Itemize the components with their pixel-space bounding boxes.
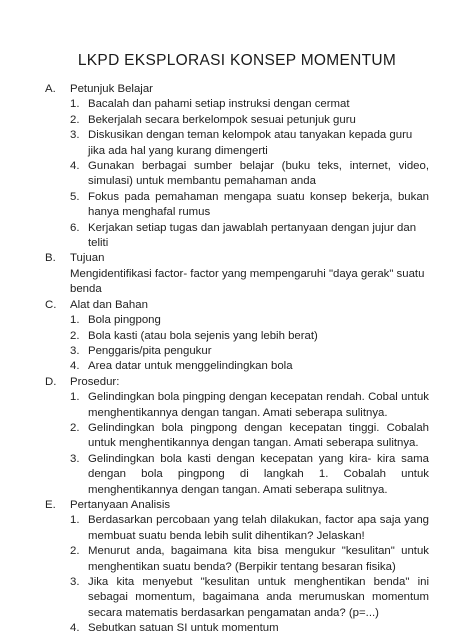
- section-title: Petunjuk Belajar: [70, 83, 153, 95]
- section-heading: [45, 82, 429, 97]
- item-text: Kerjakan setiap tugas dan jawablah pertanyaan dengan jujur dan teliti: [88, 221, 417, 250]
- section-tujuan: [45, 251, 429, 297]
- section-heading: [45, 251, 429, 266]
- list-item: [70, 390, 429, 421]
- list-item: [70, 113, 429, 128]
- list-item: [70, 329, 429, 344]
- section-heading: [45, 498, 429, 513]
- section-title: Alat dan Bahan: [70, 298, 148, 311]
- list-item: [70, 97, 429, 112]
- item-text: Menurut anda, bagaimana kita bisa mengukur "kesulitan" untuk menghentikan suatu benda? (Berpikir tentang besaran fisika): [88, 545, 429, 573]
- list-item: [70, 159, 429, 190]
- item-text: Area datar untuk menggelindingkan bola: [88, 360, 293, 373]
- worksheet-content: [45, 82, 429, 637]
- item-number: 1.: [70, 314, 80, 327]
- item-number: 4.: [70, 160, 80, 173]
- item-text: Bola kasti (atau bola sejenis yang lebih berat): [88, 329, 318, 342]
- item-text: Berdasarkan percobaan yang telah dilakukan, factor apa saja yang membuat suatu benda lebih sulit dihentikan? Jelaskan!: [88, 514, 429, 542]
- list-item: [70, 313, 429, 328]
- item-text: Bola pingpong: [88, 314, 161, 327]
- item-number: 6.: [70, 221, 80, 234]
- item-number: 3.: [70, 129, 80, 142]
- list-item: [70, 128, 429, 159]
- item-number: 2.: [70, 113, 80, 126]
- list-item: [70, 421, 429, 452]
- list-item: [70, 359, 429, 374]
- page-title: LKPD EKSPLORASI KONSEP MOMENTUM: [77, 52, 397, 69]
- section-pertanyaan-analisis: [45, 498, 429, 637]
- item-text: Jika kita menyebut "kesulitan untuk menghentikan benda" ini sebagai momentum, bagaimana anda merumuskan momentum secara matematis berdasarkan pengamatan anda? (p=...): [88, 576, 429, 619]
- item-text: Bekerjalah secara berkelompok sesuai petunjuk guru: [88, 113, 356, 126]
- item-text: Sebutkan satuan SI untuk momentum: [88, 622, 279, 635]
- section-prosedur: [45, 375, 429, 498]
- section-petunjuk-belajar: [45, 82, 429, 251]
- item-text: Bacalah dan pahami setiap instruksi dengan cermat: [88, 98, 350, 111]
- section-letter: B.: [45, 252, 56, 265]
- list-item: [70, 621, 429, 636]
- item-text: Gunakan berbagai sumber belajar (buku teks, internet, video, simulasi) untuk membantu pemahaman anda: [88, 160, 429, 188]
- section-heading: [45, 298, 429, 313]
- list-item: [70, 344, 429, 359]
- item-number: 3.: [70, 344, 80, 357]
- section-text: Mengidentifikasi factor- factor yang mempengaruhi "daya gerak" suatu benda: [70, 267, 425, 296]
- section-alat-dan-bahan: [45, 298, 429, 375]
- list-item: [70, 190, 429, 221]
- item-number: 3.: [70, 576, 80, 588]
- item-number: 2.: [70, 545, 80, 558]
- item-number: 4.: [70, 360, 80, 373]
- section-letter: E.: [45, 498, 56, 511]
- item-number: 1.: [70, 391, 80, 404]
- section-title: Pertanyaan Analisis: [70, 498, 171, 511]
- item-number: 1.: [70, 514, 80, 527]
- item-number: 2.: [70, 421, 80, 434]
- list-item: [70, 575, 429, 621]
- section-title: Prosedur:: [70, 375, 120, 388]
- item-text: Gelindingkan bola pingping dengan kecepatan rendah. Cobal untuk menghentikannya dengan tangan. Amati seberapa sulitnya.: [88, 391, 429, 419]
- list-item: [70, 452, 429, 498]
- item-text: Fokus pada pemahaman mengapa suatu konsep bekerja, bukan hanya menghafal rumus: [88, 190, 429, 219]
- list-item: [70, 221, 429, 252]
- section-title: Tujuan: [70, 252, 105, 265]
- section-letter: A.: [45, 83, 56, 95]
- item-number: 5.: [70, 190, 80, 203]
- item-text: Gelindingkan bola pingpong dengan kecepatan tinggi. Cobalah untuk menghentikannya dengan tangan. Amati seberapa sulitnya.: [88, 421, 429, 450]
- section-heading: [45, 375, 429, 390]
- section-letter: D.: [45, 375, 57, 388]
- item-text: Penggaris/pita pengukur: [88, 344, 212, 357]
- item-text: Gelindingkan bola kasti dengan kecepatan yang kira- kira sama dengan bola pingpong di langkah 1. Cobalah untuk menghentikannya dengan tangan. Amati seberapa sulitnya.: [88, 452, 429, 496]
- section-letter: C.: [45, 298, 57, 311]
- item-text: Diskusikan dengan teman kelompok atau tanyakan kepada guru jika ada hal yang kurang dimengerti: [88, 129, 413, 157]
- item-number: 4.: [70, 622, 80, 635]
- item-number: 2.: [70, 329, 80, 342]
- list-item: [70, 544, 429, 575]
- list-item: [70, 513, 429, 544]
- item-number: 1.: [70, 98, 80, 111]
- item-number: 3.: [70, 452, 80, 465]
